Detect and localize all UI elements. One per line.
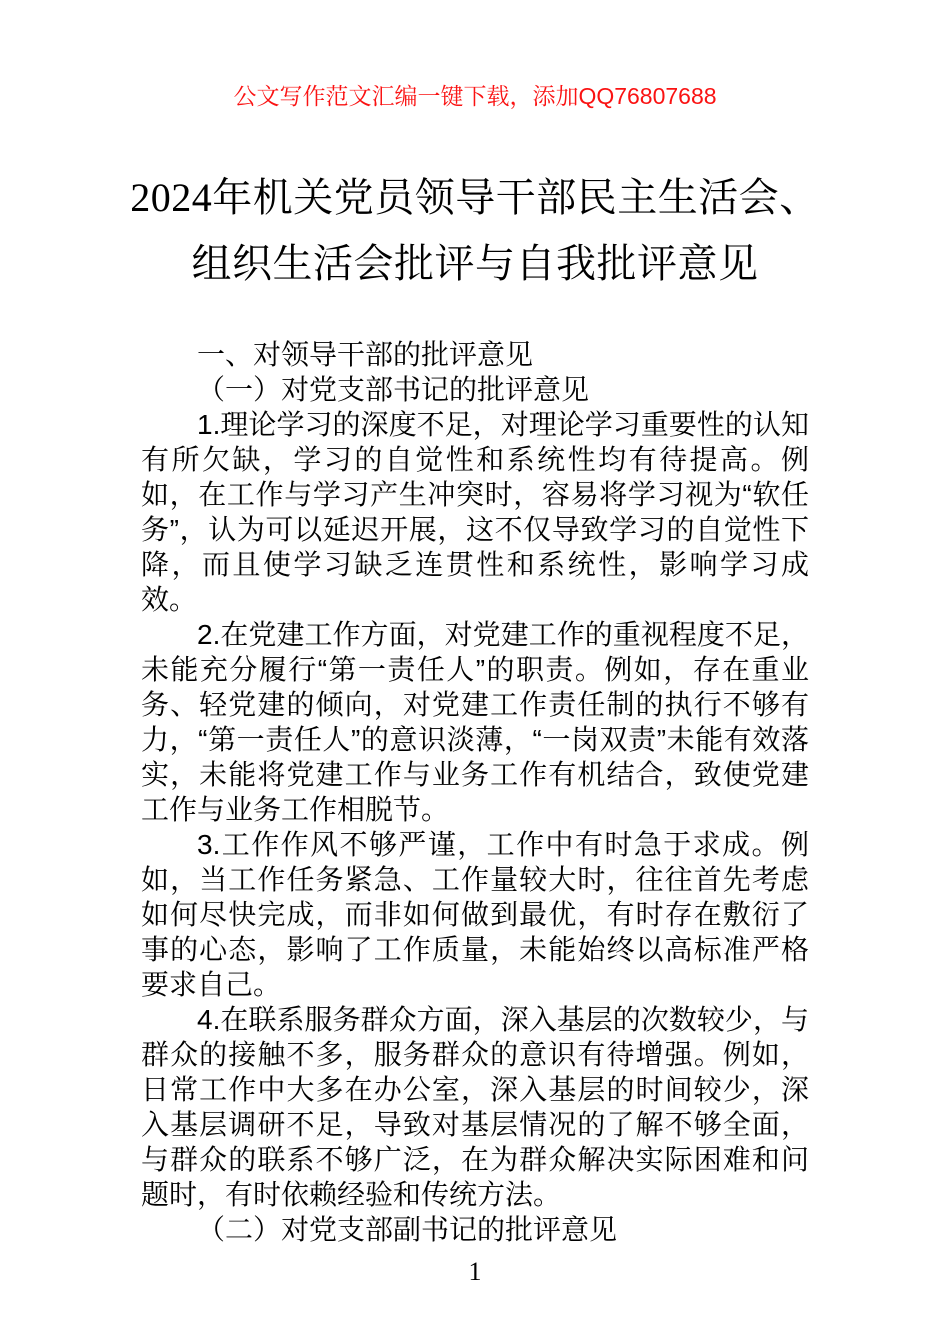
body-paragraph: 1.理论学习的深度不足，对理论学习重要性的认知有所欠缺，学习的自觉性和系统性均有待提高。例如，在工作与学习产生冲突时，容易将学习视为“软任务”，认为可以延迟开展，这不仅导致学习的自觉性下降，而且使学习缺乏连贯性和系统性，影响学习成效。 <box>141 409 809 615</box>
body-paragraph: 4.在联系服务群众方面，深入基层的次数较少，与群众的接触不多，服务群众的意识有待增强。例如，日常工作中大多在办公室，深入基层的时间较少，深入基层调研不足，导致对基层情况的了解不够全面，与群众的联系不够广泛，在为群众解决实际困难和问题时，有时依赖经验和传统方法。 <box>141 1004 809 1210</box>
body-paragraph: 2.在党建工作方面，对党建工作的重视程度不足，未能充分履行“第一责任人”的职责。例如，存在重业务、轻党建的倾向，对党建工作责任制的执行不够有力，“第一责任人”的意识淡薄，“一岗双责”未能有效落实，未能将党建工作与业务工作有机结合，致使党建工作与业务工作相脱节。 <box>141 619 809 825</box>
section-heading: （一）对党支部书记的批评意见 <box>197 374 590 405</box>
body-paragraph: 3.工作作风不够严谨，工作中有时急于求成。例如，当工作任务紧急、工作量较大时，往往首先考虑如何尽快完成，而非如何做到最优，有时存在敷衍了事的心态，影响了工作质量，未能始终以高标准严格要求自己。 <box>141 829 809 1000</box>
page-number: 1 <box>468 1257 482 1286</box>
document-title: 2024年机关党员领导干部民主生活会、组织生活会批评与自我批评意见 <box>130 175 820 286</box>
section-heading: （二）对党支部副书记的批评意见 <box>197 1214 618 1245</box>
section-heading: 一、对领导干部的批评意见 <box>197 339 534 370</box>
promo-banner-text: 公文写作范文汇编一键下载，添加QQ76807688 <box>233 83 717 109</box>
document-body <box>141 337 809 1247</box>
